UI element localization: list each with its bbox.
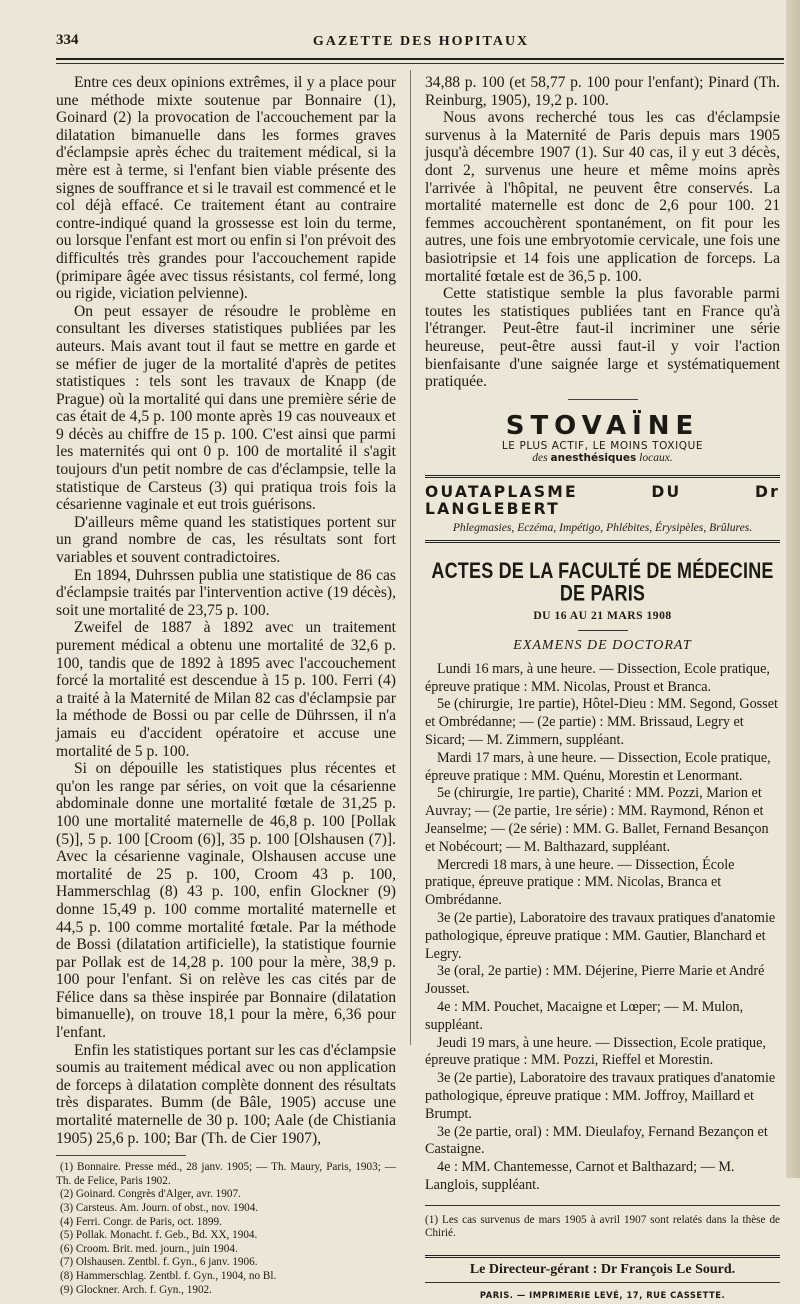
right-column xyxy=(425,74,780,1304)
footnote-rule xyxy=(56,1155,186,1156)
footnote: (9) Glockner. Arch. f. Gyn., 1902. xyxy=(60,1283,212,1296)
footer-rule xyxy=(425,1255,780,1258)
header-rule xyxy=(56,58,784,60)
paragraph: 34,88 p. 100 (et 58,77 p. 100 pour l'enfant); Pinard (Th. Reinburg, 1905), 19,2 p. 100. xyxy=(425,74,780,109)
paragraph: D'ailleurs même quand les statistiques portent sur un grand nombre de cas, les résultats sont fort variables et souvent contradictoires. xyxy=(56,513,396,567)
stovaine-tagline: LE PLUS ACTIF, LE MOINS TOXIQUE xyxy=(501,439,704,452)
exam-entry: 3e (oral, 2e partie) : MM. Déjerine, Pierre Marie et André Jousset. xyxy=(425,963,765,998)
exam-entry: Lundi 16 mars, à une heure. — Dissection, Ecole pratique, épreuve pratique : MM. Nicolas, Proust et Branca. xyxy=(425,660,770,695)
actes-title: ACTES DE LA FACULTÉ DE MÉDECINE DE PARIS xyxy=(431,558,774,606)
footnote: (7) Olshausen. Zentbl. f. Gyn., 6 janv. 1906. xyxy=(60,1256,258,1269)
exam-entry: 4e : MM. Pouchet, Macaigne et Lœper; — M. Mulon, suppléant. xyxy=(425,998,744,1033)
paragraph: On peut essayer de résoudre le problème en consultant les diverses statistiques publiées par les auteurs. Mais avant tout il faut se mettre en garde et se méfier de juger de la mortalité d'après de petites statistiques : tels sont les travaux de Knapp (de Prague) où la mortalité qui dans une première série de cas était de 4,5 p. 100 monte après 19 cas nouveaux et 9 décès au chiffre de 15 p. 100. C'est ainsi que parmi les maternités qui ont 0 p. 100 de mortalité il s'agit toujours d'un petit nombre de cas d'éclampsie, telle la statistique de Carsteus (3) qui pratiqua trois fois la césarienne vaginale et eut trois guérisons. xyxy=(56,302,396,514)
paragraph: Enfin les statistiques portant sur les cas d'éclampsie soumis au traitement médical avec ou non application de forceps à dilatation complète donnent des résultats très disparates. Bumm (de Bâle, 1905) accuse une mortalité maternelle de 30 p. 100; Aale (de Chistiania 1905) 25,6 p. 100; Bar (Th. de Cier 1907), xyxy=(56,1041,396,1147)
paragraph: Cette statistique semble la plus favorable parmi toutes les statistiques publiées tant en France qu'à l'étranger. Peut-être faut-il incriminer une série heureuse, peut-être aussi faut-il y voir l'action bienfaisante d'une saignée large et systématiquement pratiquée. xyxy=(425,285,780,391)
page-edge xyxy=(786,0,800,1178)
exam-entry: 3e (2e partie), Laboratoire des travaux pratiques d'anatomie pathologique, épreuve pratique : MM. Gautier, Blanchard et Legry. xyxy=(425,910,776,962)
left-column xyxy=(56,74,396,1297)
exam-entry: 5e (chirurgie, 1re partie), Charité : MM. Pozzi, Marion et Auvray; — (2e partie, 1re série) : MM. Raymond, Rénon et Jeanselme; — (2e série) : MM. G. Ballet, Fernand Besançon et Nobécourt; — M. Balthazard, suppléant. xyxy=(425,785,769,855)
stovaine-locaux: locaux. xyxy=(639,451,673,464)
footnote-rule-right xyxy=(425,1205,780,1206)
page-number: 334 xyxy=(56,32,79,48)
column-separator xyxy=(410,70,411,1045)
footnote: (4) Ferri. Congr. de Paris, oct. 1899. xyxy=(60,1215,222,1228)
footnote: (8) Hammerschlag. Zentbl. f. Gyn., 1904, no Bl. xyxy=(60,1269,277,1282)
ouataplasme-name: OUATAPLASME DU Dr LANGLEBERT xyxy=(425,482,780,519)
footnote: (1) Bonnaire. Presse méd., 28 janv. 1905; — Th. Maury, Paris, 1903; — Th. de Felice, Paris 1902. xyxy=(56,1161,396,1187)
exam-entry: Mardi 17 mars, à une heure. — Dissection, Ecole pratique, épreuve pratique : MM. Quénu, Morestin et Lenormant. xyxy=(425,749,771,784)
stovaine-anesthesiques: anesthésiques xyxy=(550,451,637,464)
actes-dates: DU 16 AU 21 MARS 1908 xyxy=(533,608,672,622)
director-line: Le Directeur-gérant : Dr François Le Sourd. xyxy=(469,1261,736,1277)
stovaine-ad xyxy=(425,412,780,465)
stovaine-des: des xyxy=(532,451,548,464)
ouataplasme-indications: Phlegmasies, Eczéma, Impétigo, Phlébites, Érysipèles, Brûlures. xyxy=(452,520,753,534)
exam-entry: 3e (2e partie, oral) : MM. Dieulafoy, Fernand Bezançon et Castaigne. xyxy=(425,1123,768,1158)
paragraph: En 1894, Duhrssen publia une statistique de 86 cas d'éclampsie traités par l'intervention active (19 décès), soit une mortalité de 23,75 p. 100. xyxy=(56,566,396,619)
stovaine-name: STOVAÏNE xyxy=(505,410,700,441)
header-rule-thin xyxy=(56,63,784,64)
exam-entry: Jeudi 19 mars, à une heure. — Dissection, Ecole pratique, épreuve pratique : MM. Pozzi, Rieffel et Morestin. xyxy=(425,1034,766,1069)
footnotes xyxy=(56,1161,396,1297)
paragraph: Zweifel de 1887 à 1892 avec un traitement purement médical a obtenu une mortalité de 32,6 p. 100, tandis que de 1892 à 1895 avec l'accouchement forcé la mortalité est descendue à 15 p. 100. Ferri (4) a traité à la Maternité de Milan 82 cas d'éclampsie par la méthode de Bossi ou par celle de Dührssen, il n'a jamais eu d'accident opératoire et accuse une mortalité de 5 p. 100. xyxy=(56,619,396,760)
exam-subtitle: EXAMENS DE DOCTORAT xyxy=(513,638,692,654)
exam-entry: Mercredi 18 mars, à une heure. — Dissection, École pratique, épreuve pratique : MM. Nicolas, Branca et Ombrédanne. xyxy=(425,856,735,909)
stovaine-tagline-2 xyxy=(425,452,780,465)
printer-line: PARIS. — IMPRIMERIE LEVÉ, 17, RUE CASSETTE. xyxy=(479,1289,726,1300)
short-rule xyxy=(578,630,628,631)
journal-title: GAZETTE DES HOPITAUX xyxy=(312,34,530,49)
paragraph: Entre ces deux opinions extrêmes, il y a place pour une méthode mixte soutenue par Bonnaire (1), Goinard (2) la provocation de l'accouchement par la dilatation bimanuelle dans les formes graves d'éclampsie après échec du traitement médical, si la mère est à terme, si l'enfant bien viable présente des signes de souffrance et si le travail est commencé et le col déjà effacé. Ce traitement étant au contraire contre-indiqué quand la grossesse est loin du terme, ou lorsque l'enfant est mort ou enfin si l'on prévoit des difficultés très grandes pour l'accouchement rapide (primipare âgée avec tissus résistants, col fermé, long ou rigide, viciation pelvienne). xyxy=(56,74,396,303)
page-header xyxy=(56,32,786,54)
ouataplasme-ad xyxy=(425,475,780,544)
footer-rule-2 xyxy=(425,1282,780,1283)
paragraph: Si on dépouille les statistiques plus récentes et qu'on les range par séries, on voit que la césarienne abdominale donne une mortalité fœtale de 31,25 p. 100 une mortalité maternelle de 46,8 p. 100 [Pollak (5)], 5 p. 100 [Croom (6)], 35 p. 100 [Olshausen (7)]. Avec la césarienne vaginale, Olshausen accuse une mortalité de 25 p. 100, Croom 43 p. 100, Hammerschlag (8) 43 p. 100, enfin Glockner (9) donne 15,49 p. 100 comme mortalité maternelle et 44,5 p. 100 comme mortalité fœtale. Par la méthode de Bossi (dilatation artificielle), la statistique fournie par Pollak est de 14,28 p. 100 pour la mère, 38,9 p. 100 pour l'enfant. Si on relève les cas cités par de Félice dans sa thèse inspirée par Bonnaire (dilatation bimanuelle), on trouve 18,1 pour la mère, 6,36 pour l'enfant. xyxy=(56,760,396,1042)
paragraph: Nous avons recherché tous les cas d'éclampsie survenus à la Maternité de Paris depuis mars 1905 jusqu'à décembre 1907 (1). Sur 40 cas, il y eut 3 décès, dont 2, survenus une heure et même moins après l'arrivée à l'hôpital, ne peuvent être conservés. La mortalité maternelle est donc de 2,6 pour 100. 21 femmes accouchèrent spontanément, on fit pour les autres, une fois une embryotomie cervicale, une fois une basiotripsie et 14 fois une application de forceps. La mortalité fœtale est de 36,5 p. 100. xyxy=(425,109,780,285)
footnote: (3) Carsteus. Am. Journ. of obst., nov. 1904. xyxy=(60,1202,259,1214)
section-rule xyxy=(568,399,638,400)
exam-list xyxy=(425,661,780,1195)
exam-entry: 5e (chirurgie, 1re partie), Hôtel-Dieu : MM. Segond, Gosset et Ombrédanne; — (2e partie) : MM. Brissaud, Legry et Sicard; — M. Zimmern, suppléant. xyxy=(425,696,778,749)
exam-entry: 3e (2e partie), Laboratoire des travaux pratiques d'anatomie pathologique, épreuve pratique : MM. Joffroy, Maillard et Brumpt. xyxy=(425,1070,776,1122)
right-footnote: (1) Les cas survenus de mars 1905 à avril 1907 sont relatés dans la thèse de Chirié. xyxy=(425,1213,780,1240)
footnote: (5) Pollak. Monacht. f. Geb., Bd. XX, 1904. xyxy=(60,1229,258,1242)
exam-entry: 4e : MM. Chantemesse, Carnot et Balthazard; — M. Langlois, suppléant. xyxy=(425,1159,735,1193)
footnote: (2) Goinard. Congrès d'Alger, avr. 1907. xyxy=(60,1188,241,1201)
footnote: (6) Croom. Brit. med. journ., juin 1904. xyxy=(60,1242,238,1255)
